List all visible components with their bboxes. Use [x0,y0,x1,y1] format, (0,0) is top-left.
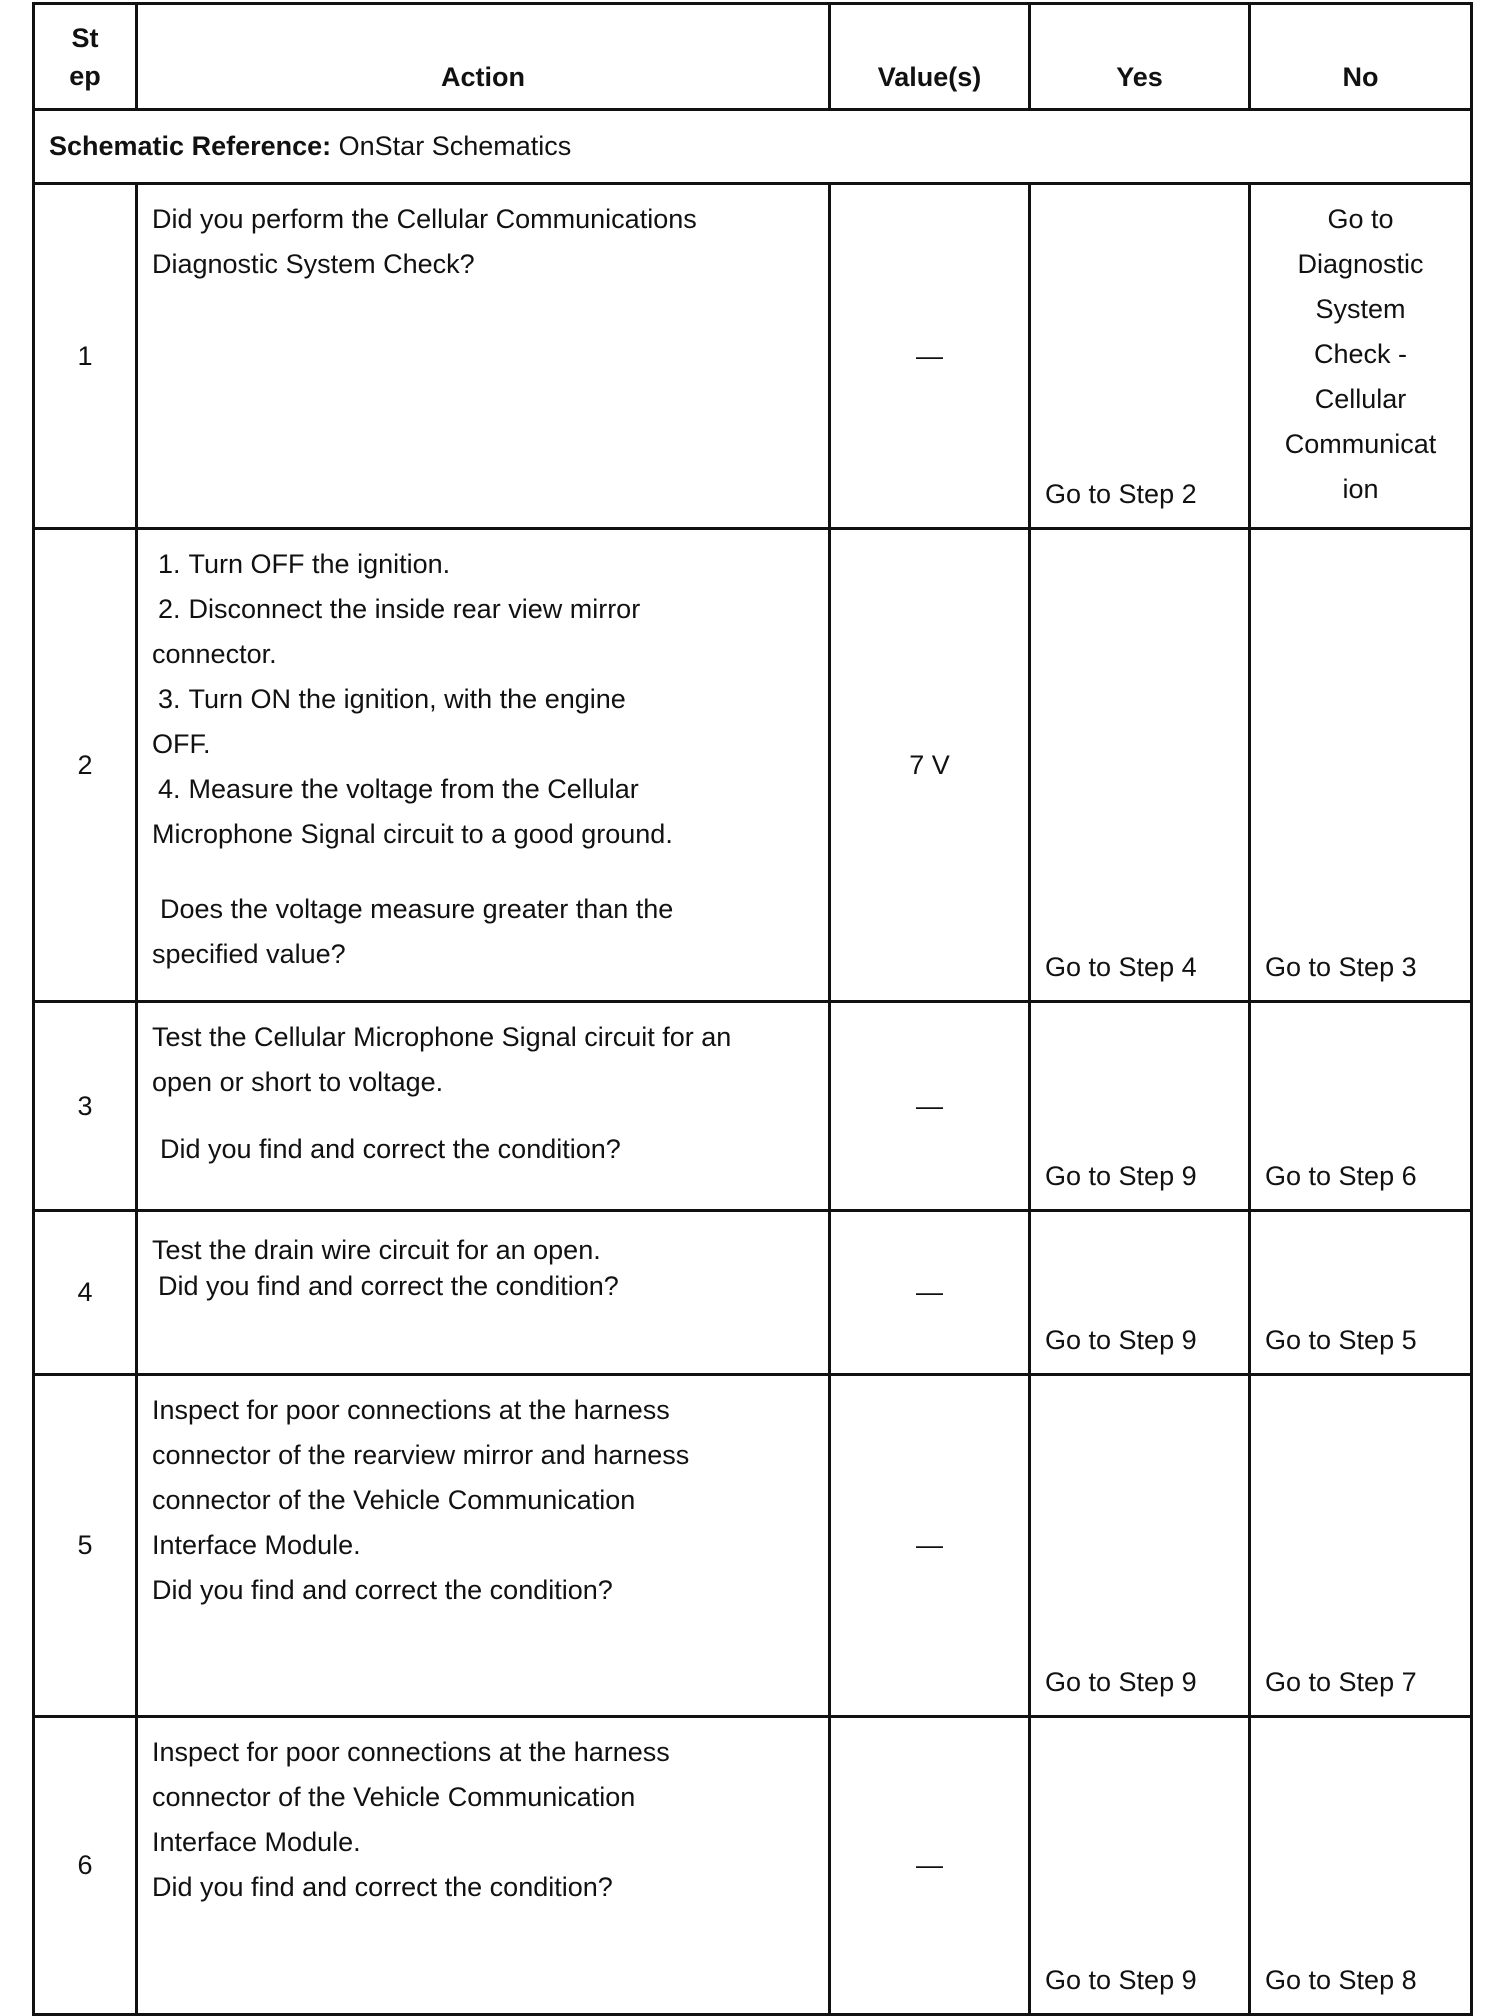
step-number: 2 [34,529,137,1002]
no-line: Go to [1327,204,1394,234]
step-number: 4 [34,1211,137,1375]
yes-cell: Go to Step 9 [1030,1717,1250,2015]
no-cell [1250,184,1472,529]
action-cell [137,1211,830,1375]
list-text: Turn ON the ignition, with the engine [188,684,626,714]
question-line: specified value? [152,939,346,969]
list-number: 4. [158,774,181,804]
table-row [34,1375,1472,1717]
action-list-item [152,587,814,632]
step-number: 5 [34,1375,137,1717]
question-line: Does the voltage measure greater than the [160,894,674,924]
action-line: connector of the Vehicle Communication [152,1782,636,1812]
list-text: Disconnect the inside rear view mirror [188,594,641,624]
question-line: Did you find and correct the condition? [158,1271,619,1301]
action-line: Diagnostic System Check? [152,249,475,279]
action-cell [137,1717,830,2015]
no-cell: Go to Step 5 [1250,1211,1472,1375]
yes-cell: Go to Step 2 [1030,184,1250,529]
spacer [152,1105,814,1127]
yes-cell: Go to Step 4 [1030,529,1250,1002]
yes-cell: Go to Step 9 [1030,1002,1250,1211]
action-list-item [152,767,814,812]
list-text: Turn OFF the ignition. [188,549,451,579]
list-number: 1. [158,549,181,579]
no-cell: Go to Step 7 [1250,1375,1472,1717]
schematic-reference-row [34,110,1472,184]
value-cell: — [830,184,1030,529]
header-no: No [1250,4,1472,110]
yes-cell: Go to Step 9 [1030,1211,1250,1375]
schematic-reference-label: Schematic Reference: [49,131,332,161]
step-number: 3 [34,1002,137,1211]
yes-cell: Go to Step 9 [1030,1375,1250,1717]
step-number: 6 [34,1717,137,2015]
value-cell: — [830,1211,1030,1375]
no-cell: Go to Step 6 [1250,1002,1472,1211]
action-line: Did you perform the Cellular Communications [152,204,697,234]
spacer [152,857,814,887]
value-cell: — [830,1375,1030,1717]
header-step [34,4,137,110]
no-cell: Go to Step 8 [1250,1717,1472,2015]
action-line: connector of the Vehicle Communication [152,1485,636,1515]
value-cell: 7 V [830,529,1030,1002]
header-step-line2: ep [69,60,101,91]
action-line: Test the Cellular Microphone Signal circuit for an [152,1022,732,1052]
no-line: Diagnostic [1297,249,1424,279]
no-cell: Go to Step 3 [1250,529,1472,1002]
action-cell [137,529,830,1002]
list-continuation: OFF. [152,729,211,759]
list-continuation: connector. [152,639,277,669]
header-values: Value(s) [830,4,1030,110]
header-action: Action [137,4,830,110]
table-row [34,184,1472,529]
step-number: 1 [34,184,137,529]
action-cell [137,1375,830,1717]
list-number: 3. [158,684,181,714]
list-number: 2. [158,594,181,624]
action-line: Interface Module. [152,1530,361,1560]
question-line: Did you find and correct the condition? [152,1872,613,1902]
table-row [34,1211,1472,1375]
diagnostic-table [32,2,1473,2016]
schematic-reference-value: OnStar Schematics [338,131,572,161]
table-row [34,1002,1472,1211]
action-line: open or short to voltage. [152,1067,444,1097]
table-row [34,529,1472,1002]
question-line: Did you find and correct the condition? [152,1575,613,1605]
no-line: ion [1342,474,1379,504]
value-cell: — [830,1002,1030,1211]
list-continuation: Microphone Signal circuit to a good ground. [152,819,673,849]
schematic-reference [34,110,1472,184]
header-row [34,4,1472,110]
action-line: Test the drain wire circuit for an open. [152,1235,601,1265]
header-yes: Yes [1030,4,1250,110]
action-line: Inspect for poor connections at the harness [152,1395,670,1425]
action-list-item [152,677,814,722]
value-cell: — [830,1717,1030,2015]
action-line: Inspect for poor connections at the harness [152,1737,670,1767]
no-line: Check - [1313,339,1408,369]
no-line: System [1315,294,1406,324]
no-line: Cellular [1314,384,1407,414]
question-line: Did you find and correct the condition? [160,1134,621,1164]
table-row [34,1717,1472,2015]
list-text: Measure the voltage from the Cellular [188,774,639,804]
action-line: connector of the rearview mirror and harness [152,1440,690,1470]
action-cell [137,1002,830,1211]
action-line: Interface Module. [152,1827,361,1857]
action-cell [137,184,830,529]
no-line: Communicat [1284,429,1437,459]
header-step-line1: St [71,22,99,53]
action-list-item [152,542,814,587]
